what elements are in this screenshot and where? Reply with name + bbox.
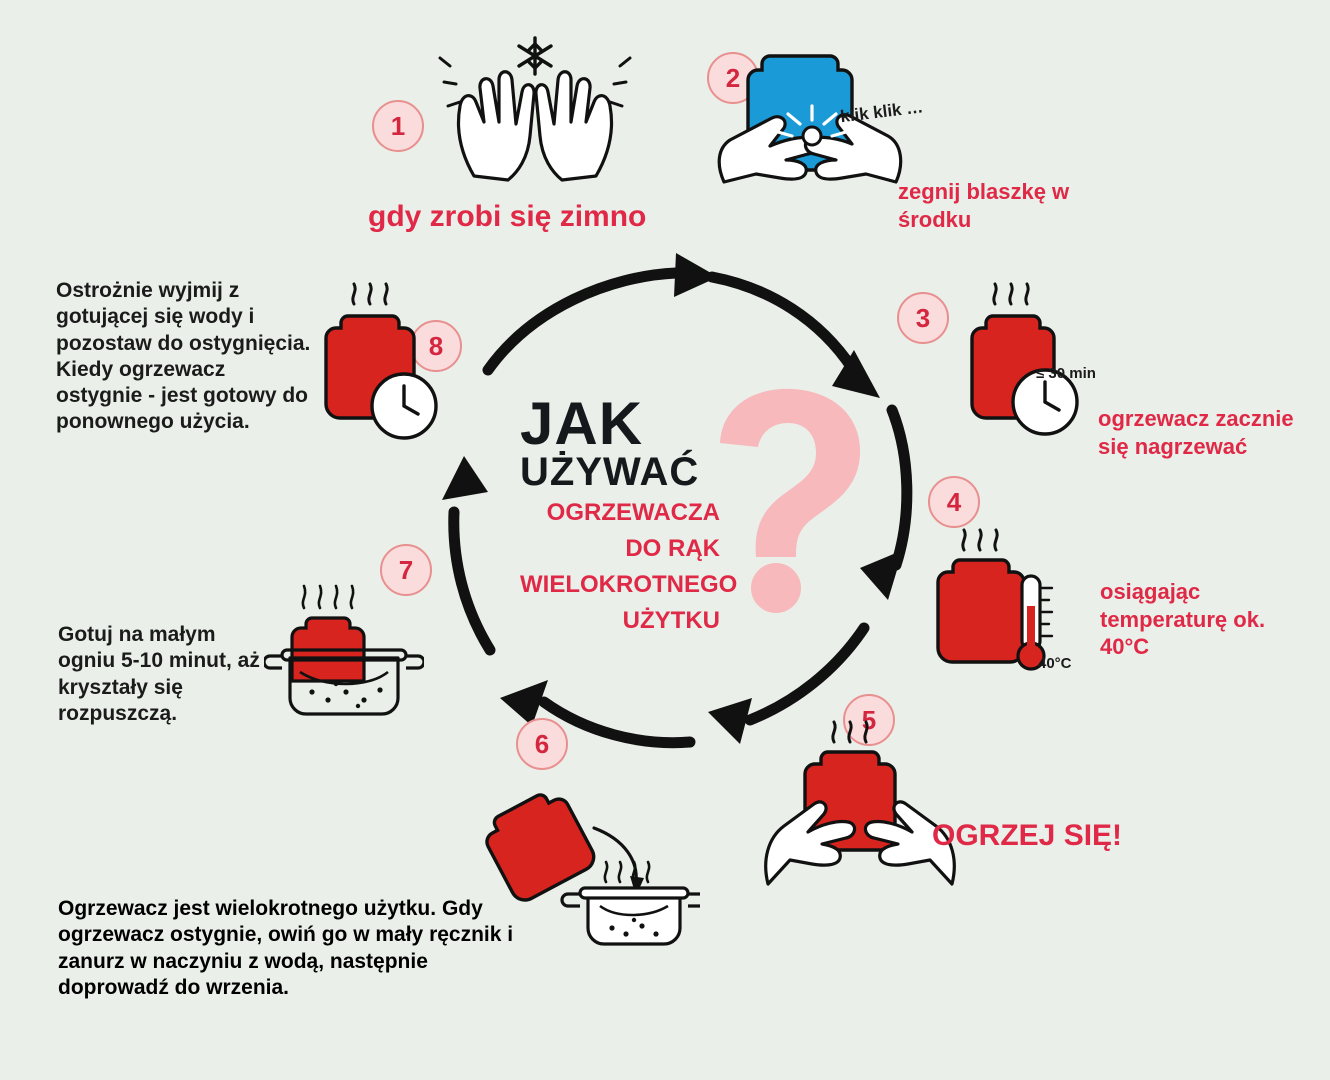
hands-holding-heater-icon — [760, 718, 960, 888]
step-annotation-4: 40°C — [1038, 655, 1072, 672]
title-do-rak: DO RĄK — [625, 535, 720, 562]
title-ogrzewacza: OGRZEWACZA — [546, 499, 720, 526]
step-badge-6: 6 — [516, 718, 568, 770]
question-mark-icon — [700, 385, 880, 615]
hot-heater-clock-icon — [312, 282, 462, 452]
step-caption-4: osiągając temperaturę ok. 40°C — [1100, 579, 1266, 659]
step-badge-7: 7 — [380, 544, 432, 596]
step-badge-2: 2 — [707, 52, 759, 104]
step-caption-6-strong: Ogrzewacz jest wielokrotnego użytku. — [58, 897, 437, 920]
title-wielokrotnego: WIELOKROTNEGO — [520, 571, 738, 598]
step-caption-7: Gotuj na małym ogniu 5-10 minut, aż kryształy się rozpuszczą. — [58, 623, 260, 725]
step-badge-3: 3 — [897, 292, 949, 344]
step-caption-6-block — [58, 896, 528, 1001]
step-badge-1: 1 — [372, 100, 424, 152]
step-caption-5: OGRZEJ SIĘ! — [932, 819, 1123, 852]
step-sound-2: klik klik … — [839, 97, 925, 127]
title-jak: JAK — [520, 390, 644, 457]
step-caption-6: Gdy ogrzewacz ostygnie, owiń go w mały ręcznik i zanurz w naczyniu z wodą, następnie doprowadź do wrzenia. — [58, 897, 514, 999]
step-caption-2: zegnij blaszkę w środku — [898, 179, 1070, 232]
cold-hands-snowflake-icon — [430, 36, 640, 186]
step-badge-8: 8 — [410, 320, 462, 372]
pot-boiling-heater-icon — [264, 572, 424, 732]
step-badge-4: 4 — [928, 476, 980, 528]
step-badge-5: 5 — [843, 694, 895, 746]
title-uzywac: UŻYWAĆ — [520, 450, 700, 494]
title-uzytku: UŻYTKU — [622, 607, 720, 634]
step-annotation-3: ≤ 30 min — [1036, 365, 1096, 382]
step-caption-8: Ostrożnie wyjmij z gotującej się wody i pozostaw do ostygnięcia. Kiedy ogrzewacz ostygnie - jest gotowy do ponownego użycia. — [56, 279, 311, 434]
step-caption-3: ogrzewacz zacznie się nagrzewać — [1098, 406, 1294, 459]
step-caption-1: gdy zrobi się zimno — [368, 200, 647, 233]
